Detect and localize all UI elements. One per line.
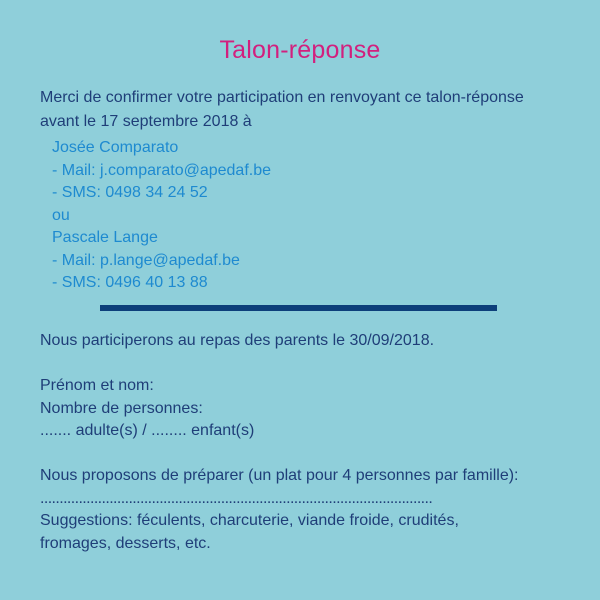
contact-sms-1: - SMS: 0498 34 24 52 [52,184,208,201]
proposal-section [40,465,580,555]
intro-text [40,86,580,134]
contact-list [52,137,271,295]
proposal-blank-line: ...................................................................................................... [40,489,433,507]
suggestions-line-1: Suggestions: féculents, charcuterie, viande froide, crudités, [40,512,459,529]
contact-mail-1: - Mail: j.comparato@apedaf.be [52,161,272,179]
count-blank-line: ....... adulte(s) / ........ enfant(s) [40,422,255,439]
contact-sms-2: - SMS: 0496 40 13 88 [52,274,208,291]
participation-text: Nous participerons au repas des parents le 30/09/2018. [40,332,435,349]
contact-mail-2: - Mail: p.lange@apedaf.be [52,251,240,269]
suggestions-line-2: fromages, desserts, etc. [40,534,211,552]
contact-name-1: Josée Comparato [52,139,179,156]
contact-name-2: Pascale Lange [52,229,158,246]
count-field-label: Nombre de personnes: [40,399,203,417]
intro-line-2: avant le 17 septembre 2018 à [40,113,252,130]
reply-form [40,375,580,443]
intro-line-1: Merci de confirmer votre participation en renvoyant ce talon-réponse [40,89,524,106]
proposal-prompt: Nous proposons de préparer (un plat pour 4 personnes par famille): [40,467,519,484]
contact-or: ou [52,206,70,224]
name-field-label: Prénom et nom: [40,377,154,394]
page-title: Talon-réponse [219,36,381,64]
separator-bar [100,305,497,311]
